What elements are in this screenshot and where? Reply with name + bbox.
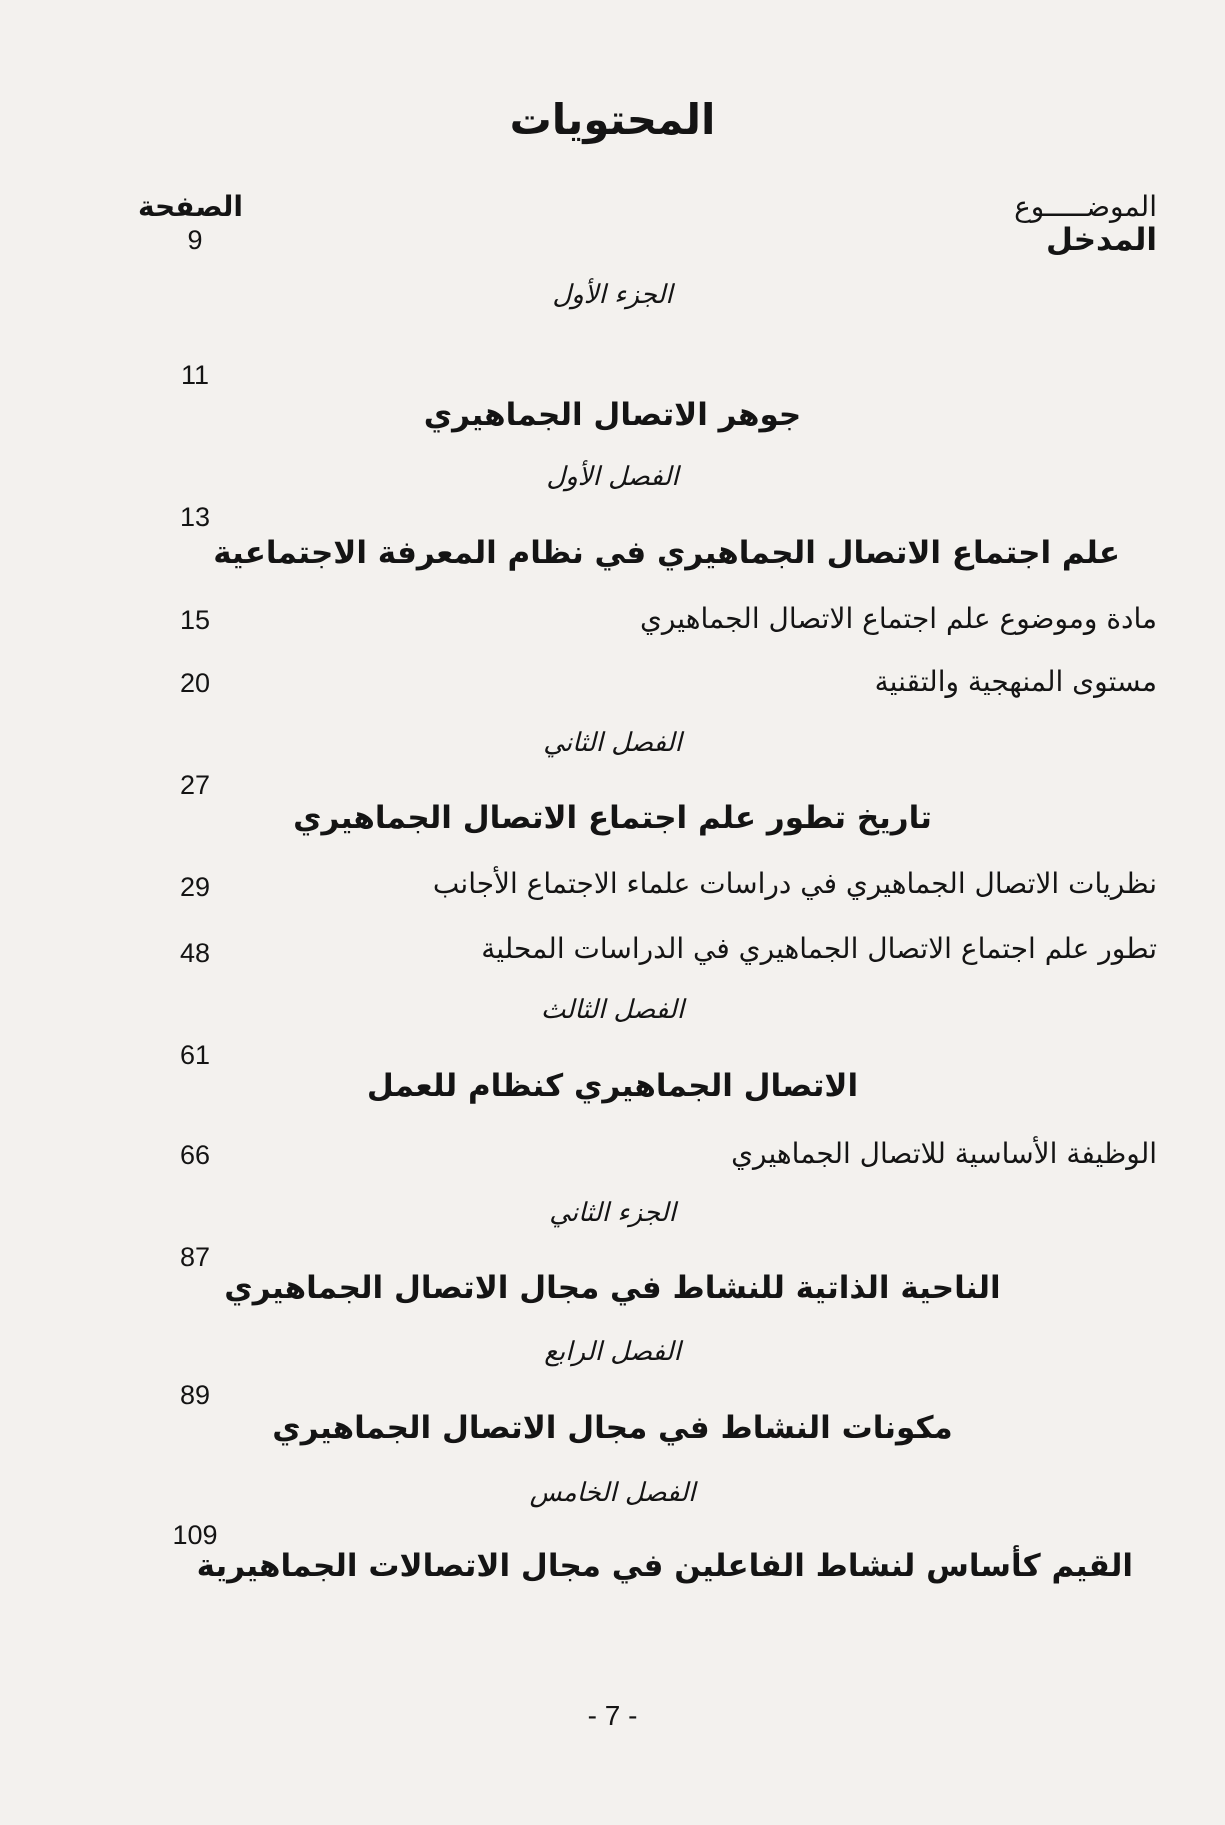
toc-entry-heading: القيم كأساس لنشاط الفاعلين في مجال الاتصالات الجماهيرية: [196, 1548, 1133, 1584]
chapter-heading: الفصل الثاني: [543, 728, 682, 758]
page-title: المحتويات: [509, 95, 716, 144]
chapter-heading: الفصل الأول: [546, 462, 679, 492]
toc-page-number: 66: [179, 1140, 211, 1170]
toc-entry-subtopic: نظريات الاتصال الجماهيري في دراسات علماء الاجتماع الأجانب: [432, 867, 1157, 900]
column-header-topic: الموضـــــوع: [1014, 190, 1157, 223]
toc-entry-subtopic: مستوى المنهجية والتقنية: [874, 665, 1157, 698]
part-heading: الجزء الثاني: [549, 1198, 676, 1228]
toc-page-number: 89: [179, 1380, 211, 1410]
toc-entry-subtopic: الوظيفة الأساسية للاتصال الجماهيري: [731, 1137, 1157, 1170]
toc-entry-heading: جوهر الاتصال الجماهيري: [423, 397, 802, 433]
toc-entry-heading: الناحية الذاتية للنشاط في مجال الاتصال الجماهيري: [224, 1270, 1001, 1306]
toc-page-number: 61: [179, 1040, 211, 1070]
toc-entry-heading: مكونات النشاط في مجال الاتصال الجماهيري: [272, 1410, 953, 1446]
toc-page-number: 48: [179, 938, 211, 968]
toc-page-number: 11: [180, 360, 210, 390]
toc-page-number: 20: [179, 668, 211, 698]
toc-page-number: 109: [172, 1520, 218, 1550]
toc-entry-introduction: المدخل: [1046, 222, 1157, 258]
toc-entry-subtopic: مادة وموضوع علم اجتماع الاتصال الجماهيري: [639, 602, 1157, 635]
toc-entry-heading: الاتصال الجماهيري كنظام للعمل: [366, 1068, 859, 1104]
toc-page-number: 9: [187, 225, 203, 255]
chapter-heading: الفصل الرابع: [544, 1337, 681, 1367]
toc-page-number: 13: [179, 502, 211, 532]
chapter-heading: الفصل الثالث: [540, 995, 685, 1025]
column-header-page: الصفحة: [138, 190, 244, 223]
toc-page-number: 27: [179, 770, 211, 800]
toc-entry-heading: تاريخ تطور علم اجتماع الاتصال الجماهيري: [293, 800, 932, 836]
toc-entry-heading: علم اجتماع الاتصال الجماهيري في نظام المعرفة الاجتماعية: [213, 535, 1120, 571]
toc-page-number: 15: [179, 605, 211, 635]
part-heading: الجزء الأول: [552, 280, 673, 310]
page-number-footer: - 7 -: [587, 1700, 638, 1731]
toc-entry-subtopic: تطور علم اجتماع الاتصال الجماهيري في الدراسات المحلية: [481, 932, 1157, 965]
toc-page-number: 29: [179, 872, 211, 902]
toc-page-number: 87: [179, 1242, 211, 1272]
chapter-heading: الفصل الخامس: [529, 1478, 696, 1508]
